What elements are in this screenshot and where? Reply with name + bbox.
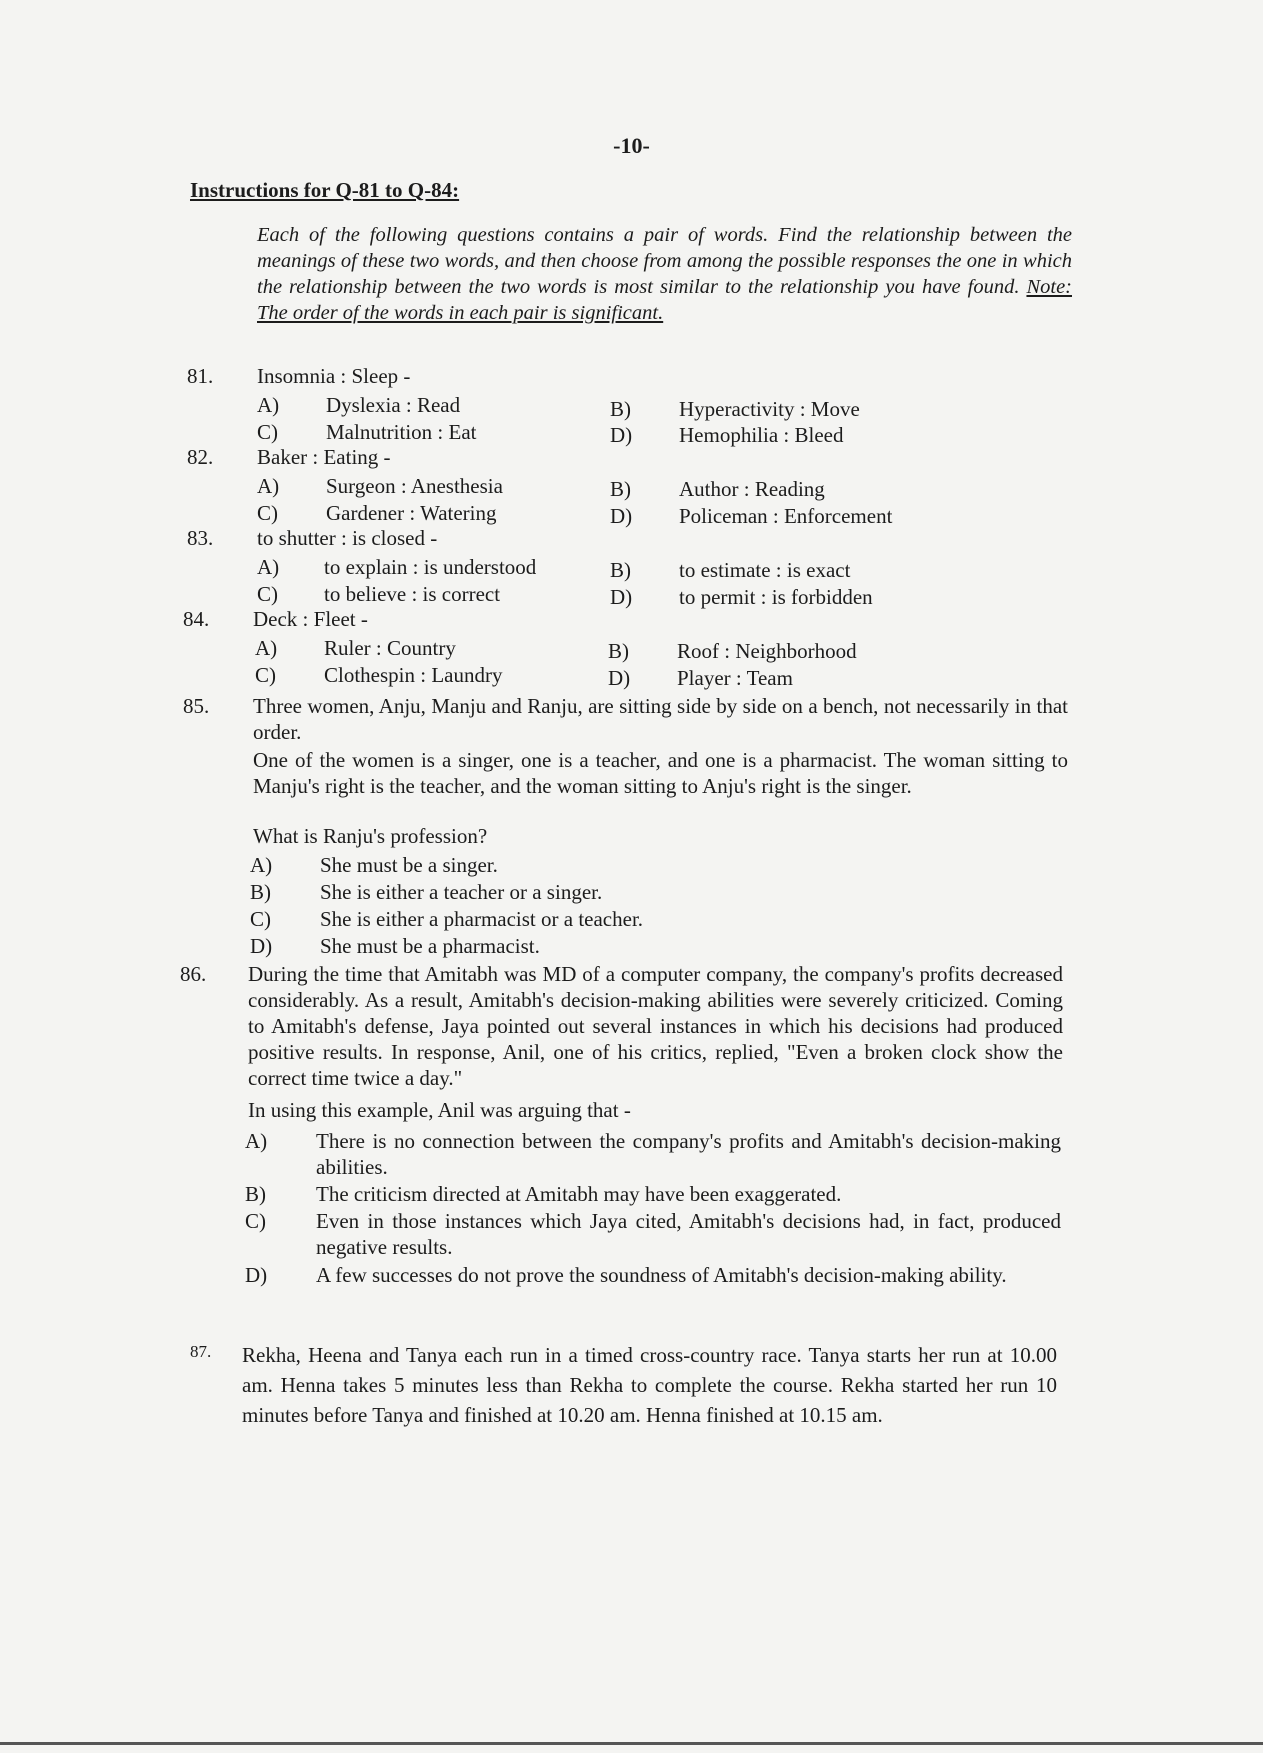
question-number: 83.	[187, 526, 214, 550]
option-label: A)	[255, 636, 278, 660]
option-label: A)	[250, 853, 273, 877]
question-number: 85.	[183, 694, 210, 718]
instructions-text	[257, 222, 1072, 326]
question-prompt: What is Ranju's profession?	[253, 824, 488, 848]
option-text: She must be a pharmacist.	[320, 934, 540, 958]
option-label: B)	[250, 880, 271, 904]
option-text: Even in those instances which Jaya cited, Amitabh's decisions had, in fact, produced negative results.	[316, 1209, 1061, 1259]
instructions-body: Each of the following questions contains a pair of words. Find the relationship between the meanings of these two words, and then choose from among the possible responses the one in which the relationship between the two words is most similar to the relationship you have found.	[257, 224, 1072, 298]
question-stem: to shutter : is closed -	[257, 526, 438, 550]
option-text: Malnutrition : Eat	[326, 420, 477, 444]
option-label: A)	[245, 1129, 268, 1153]
question-stem: Baker : Eating -	[257, 445, 391, 469]
option-label: B)	[610, 397, 631, 421]
option-label: A)	[257, 555, 280, 579]
question-prompt: In using this example, Anil was arguing that -	[248, 1098, 631, 1122]
option-text: She is either a teacher or a singer.	[320, 880, 603, 904]
option-label: D)	[610, 585, 633, 609]
option-text: Author : Reading	[679, 477, 825, 501]
option-text: Policeman : Enforcement	[679, 504, 893, 528]
question-paragraph: During the time that Amitabh was MD of a computer company, the company's profits decreased considerably. As a result, Amitabh's decision-making abilities were severely criticized. Coming to Amitabh's defense, Jaya pointed out several instances in which his decisions had produced positive results. In response, Anil, one of his critics, replied, "Even a broken clock show the correct time twice a day."	[248, 962, 1063, 1090]
option-text: Roof : Neighborhood	[677, 639, 857, 663]
option-text: to estimate : is exact	[679, 558, 851, 582]
question-number: 86.	[180, 962, 207, 986]
option-label: D)	[610, 423, 633, 447]
option-label: C)	[257, 420, 278, 444]
option-text: She must be a singer.	[320, 853, 498, 877]
question-paragraph: Three women, Anju, Manju and Ranju, are sitting side by side on a bench, not necessarily in that order.	[253, 694, 1068, 744]
option-text: She is either a pharmacist or a teacher.	[320, 907, 644, 931]
option-label: B)	[610, 477, 631, 501]
question-paragraph: Rekha, Heena and Tanya each run in a timed cross-country race. Tanya starts her run at 10.00 am. Henna takes 5 minutes less than Rekha to complete the course. Rekha started her run 10 minutes before Tanya and finished at 10.20 am. Henna finished at 10.15 am.	[242, 1343, 1057, 1427]
option-text: Dyslexia : Read	[326, 393, 461, 417]
option-text: Surgeon : Anesthesia	[326, 474, 503, 498]
option-text: Player : Team	[677, 666, 793, 690]
option-label: D)	[608, 666, 631, 690]
option-text: to believe : is correct	[324, 582, 501, 606]
question-stem: Insomnia : Sleep -	[257, 364, 411, 388]
page-number: -10-	[613, 133, 650, 158]
option-label: C)	[257, 582, 278, 606]
option-label: D)	[245, 1263, 268, 1287]
question-number: 81.	[187, 364, 214, 388]
page-edge-line	[0, 1742, 1263, 1745]
option-label: B)	[608, 639, 629, 663]
option-text: There is no connection between the company's profits and Amitabh's decision-making abilities.	[316, 1129, 1061, 1179]
question-number: 84.	[183, 607, 210, 631]
instructions-title: Instructions for Q-81 to Q-84:	[190, 178, 460, 202]
option-label: C)	[250, 907, 271, 931]
option-text: Hyperactivity : Move	[679, 397, 860, 421]
question-stem: Deck : Fleet -	[253, 607, 368, 631]
question-paragraph: One of the women is a singer, one is a teacher, and one is a pharmacist. The woman sitting to Manju's right is the teacher, and the woman sitting to Anju's right is the singer.	[253, 748, 1068, 798]
option-label: A)	[257, 393, 280, 417]
option-text: Gardener : Watering	[326, 501, 497, 525]
option-label: C)	[255, 663, 276, 687]
option-text: Clothespin : Laundry	[324, 663, 503, 687]
option-label: B)	[610, 558, 631, 582]
question-number: 87.	[190, 1342, 212, 1361]
instructions-note: Note: The order of the words in each pair is significant.	[257, 276, 1072, 324]
option-text: to explain : is understood	[324, 555, 537, 579]
option-text: to permit : is forbidden	[679, 585, 873, 609]
option-label: D)	[250, 934, 273, 958]
question-number: 82.	[187, 445, 214, 469]
option-label: A)	[257, 474, 280, 498]
option-label: B)	[245, 1182, 266, 1206]
option-text: A few successes do not prove the soundness of Amitabh's decision-making ability.	[316, 1263, 1007, 1287]
option-text: Ruler : Country	[324, 636, 456, 660]
option-label: C)	[257, 501, 278, 525]
option-label: D)	[610, 504, 633, 528]
option-label: C)	[245, 1209, 266, 1233]
option-text: Hemophilia : Bleed	[679, 423, 844, 447]
option-text: The criticism directed at Amitabh may have been exaggerated.	[316, 1182, 842, 1206]
